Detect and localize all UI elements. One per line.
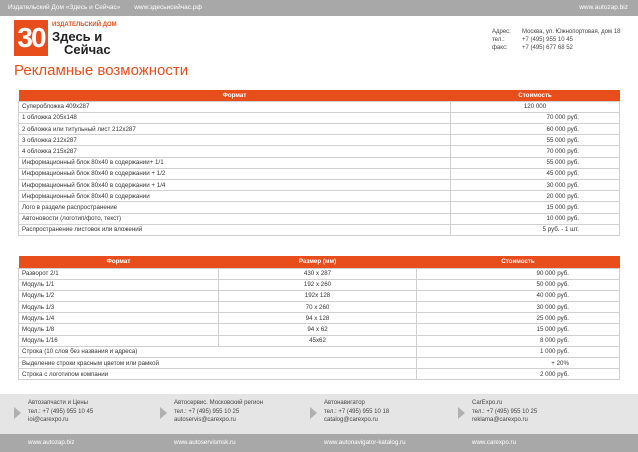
contact-key: Адрес: [492, 29, 511, 35]
bottom-bar [0, 434, 638, 452]
cell-format: Строка (10 слов без названия и адреса) [19, 346, 417, 357]
footer-email[interactable]: autoservis@carexpo.ru [174, 417, 236, 423]
table-row [19, 313, 620, 324]
arrow-icon [310, 407, 317, 419]
footer-col [174, 399, 263, 425]
table-row [19, 279, 620, 290]
table-row [19, 369, 620, 380]
column-header-price: Стоимость [417, 256, 620, 268]
table-row [19, 302, 620, 313]
footer-site-link[interactable]: www.autonavigator-katalog.ru [324, 439, 406, 446]
cell-format: Информационный блок 80х40 в содержании + 1/4 [19, 180, 451, 191]
logo-number: 30 [14, 20, 48, 56]
cell-price: 70 000 руб. [451, 112, 620, 123]
table-row [19, 157, 620, 168]
logo [14, 20, 144, 56]
cell-format: 1 обложка 205х148 [19, 112, 451, 123]
table-row [19, 346, 620, 357]
cell-format: Модуль 1/8 [19, 324, 219, 335]
table-row [19, 358, 620, 369]
cell-format: Информационный блок 80х40 в содержании+ 1/1 [19, 157, 451, 168]
arrow-icon [160, 407, 167, 419]
cell-size: 192 х 260 [219, 279, 417, 290]
cell-format: Модуль 1/1 [19, 279, 219, 290]
column-header-format: Формат [19, 90, 451, 101]
contact-address: Москва, ул. Южнопортовая, дом 18 [522, 29, 621, 35]
logo-publisher-line: ИЗДАТЕЛЬСКИЙ ДОМ [52, 22, 117, 28]
table-row [19, 213, 620, 224]
contact-phone: +7 (495) 955 10 45 [522, 37, 573, 43]
arrow-icon [458, 407, 465, 419]
footer-name: Автонавигатор [324, 400, 365, 406]
cell-price: 2 000 руб. [417, 369, 620, 380]
cell-price: 8 000 руб. [417, 335, 620, 346]
table-row [19, 290, 620, 301]
contact-key: тел.: [492, 37, 505, 43]
footer-name: Автосервис. Московский регион [174, 400, 264, 406]
cell-format: Выделение строки красным цветом или рамкой [19, 358, 417, 369]
cell-price: 1 000 руб. [417, 346, 620, 357]
table-row [19, 335, 620, 346]
footer-phone: тел.: +7 (495) 955 10 18 [324, 408, 390, 415]
cell-format: Суперобложка 409х287 [19, 101, 451, 112]
table-row [19, 191, 620, 202]
cell-price: 20 000 руб. [451, 191, 620, 202]
cell-price: 5 руб. - 1 шт. [451, 224, 620, 235]
table-row [19, 112, 620, 123]
cell-format: Строка с логотипом компании [19, 369, 417, 380]
cell-format: Модуль 1/2 [19, 290, 219, 301]
table-row [19, 124, 620, 135]
table-row [19, 268, 620, 279]
cell-size: 430 х 287 [219, 268, 417, 279]
cell-price: 55 000 руб. [451, 157, 620, 168]
cell-format: Информационный блок 80х40 в содержании + 1/2 [19, 168, 451, 179]
logo-name-line2: Сейчас [64, 42, 111, 57]
table-row [19, 324, 620, 335]
column-header-size: Размер (мм) [219, 256, 417, 268]
cell-format: Распространение листовок или вложений [19, 224, 451, 235]
column-header-format: Формат [19, 256, 219, 268]
cell-format: Информационный блок 80х40 в содержании [19, 191, 451, 202]
cell-price: 55 000 руб. [451, 135, 620, 146]
cell-format: Автоновости (логотип/фото, текст) [19, 213, 451, 224]
table-row [19, 202, 620, 213]
column-header-price: Стоимость [451, 90, 620, 101]
footer-phone: тел.: +7 (495) 955 10 45 [28, 408, 94, 415]
cell-price: 10 000 руб. [451, 213, 620, 224]
footer-site-link[interactable]: www.carexpo.ru [472, 439, 517, 446]
cell-size: 45х62 [219, 335, 417, 346]
footer-name: CarExpo.ru [472, 400, 503, 406]
cell-format: 2 обложка или титульный лист 212х287 [19, 124, 451, 135]
contacts-block [492, 28, 620, 52]
cell-format: Лого в разделе распространение [19, 202, 451, 213]
table-row [19, 168, 620, 179]
footer-site-link[interactable]: www.autoservismsk.ru [174, 439, 236, 446]
cell-price: 15 000 руб. [451, 202, 620, 213]
footer-name: Автозапчасти и Цены [28, 400, 88, 406]
table-row [19, 135, 620, 146]
cell-format: Модуль 1/3 [19, 302, 219, 313]
price-table-modules [18, 256, 620, 380]
publisher-name: Издательский Дом «Здесь и Сейчас» [8, 4, 121, 11]
cell-size: 192х 128 [219, 290, 417, 301]
footer-site-link[interactable]: www.autozap.biz [28, 439, 75, 446]
cell-format: 4 обложка 215х287 [19, 146, 451, 157]
top-bar [0, 0, 638, 16]
footer-col [324, 399, 389, 425]
table-row [19, 180, 620, 191]
page-title: Рекламные возможности [14, 62, 189, 79]
footer-col [472, 399, 537, 425]
cell-size: 94 х 62 [219, 324, 417, 335]
cell-price: 60 000 руб. [451, 124, 620, 135]
publisher-site-link[interactable]: www.здесьисейчас.рф [134, 4, 202, 11]
cell-size: 70 х 260 [219, 302, 417, 313]
footer-email[interactable]: catalog@carexpo.ru [324, 417, 378, 423]
contact-key: факс: [492, 45, 508, 51]
cell-price: 45 000 руб. [451, 168, 620, 179]
cell-price: 50 000 руб. [417, 279, 620, 290]
arrow-icon [14, 407, 21, 419]
logo-name-line1: Здесь и [52, 29, 103, 44]
footer-phone: тел.: +7 (495) 955 10 25 [174, 408, 240, 415]
cell-price: 25 000 руб. [417, 313, 620, 324]
cell-price: 30 000 руб. [451, 180, 620, 191]
footer-email[interactable]: ioi@carexpo.ru [28, 417, 69, 423]
footer-phone: тел.: +7 (495) 955 10 25 [472, 408, 538, 415]
table-row [19, 224, 620, 235]
footer [0, 394, 638, 434]
cell-price: 15 000 руб. [417, 324, 620, 335]
cell-format: Модуль 1/16 [19, 335, 219, 346]
table-row [19, 146, 620, 157]
cell-price: 90 000 руб. [417, 268, 620, 279]
footer-email[interactable]: reklama@carexpo.ru [472, 417, 528, 423]
cell-price: 120 000 [451, 101, 620, 112]
price-table-covers [18, 90, 620, 236]
contact-fax: +7 (495) 677 68 52 [522, 45, 573, 51]
site-link[interactable]: www.autozap.biz [579, 4, 628, 11]
cell-price: + 20% [417, 358, 620, 369]
cell-price: 70 000 руб. [451, 146, 620, 157]
table-row [19, 101, 620, 112]
cell-format: Разворот 2/1 [19, 268, 219, 279]
cell-format: Модуль 1/4 [19, 313, 219, 324]
cell-format: 3 обложка 212х287 [19, 135, 451, 146]
footer-col [28, 399, 93, 425]
cell-size: 94 х 128 [219, 313, 417, 324]
cell-price: 30 000 руб. [417, 302, 620, 313]
cell-price: 40 000 руб. [417, 290, 620, 301]
